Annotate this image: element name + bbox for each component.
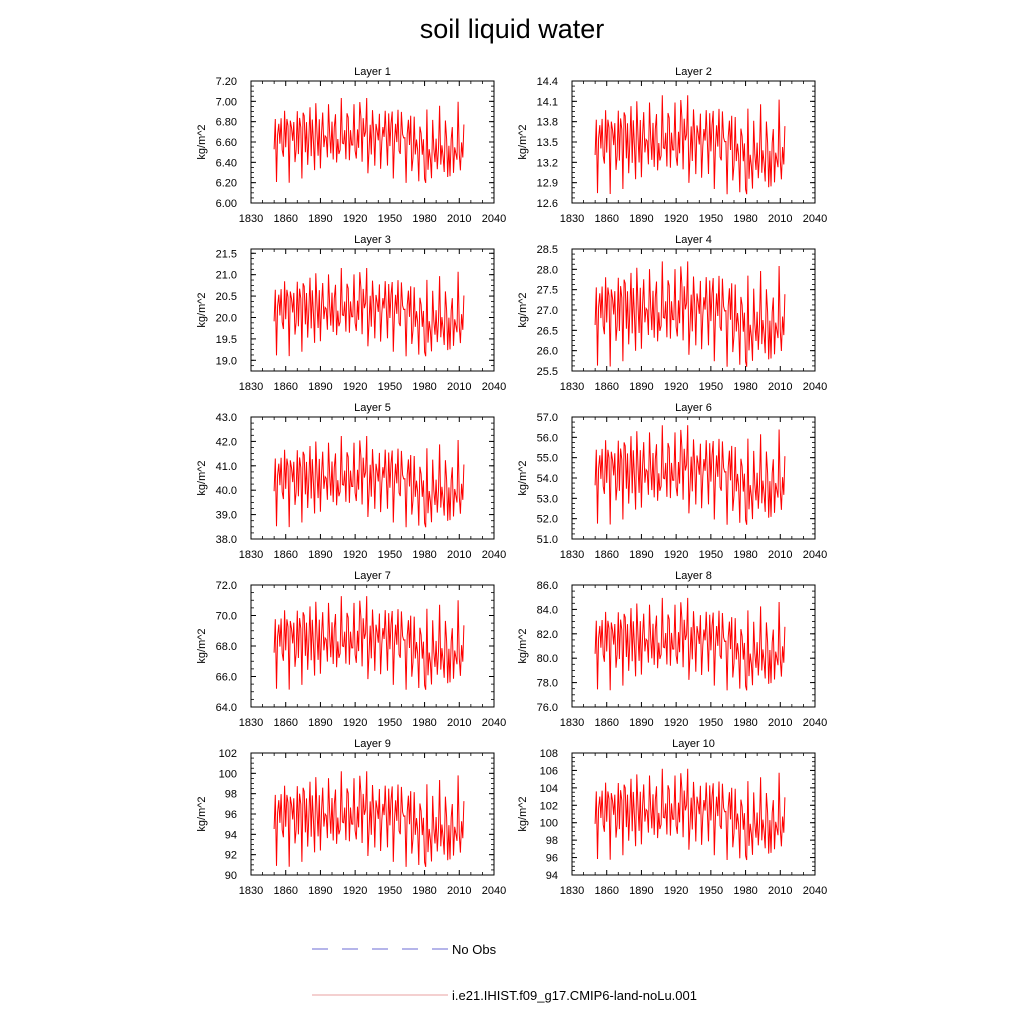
x-tick-label: 1980 (412, 213, 437, 225)
series-line (274, 268, 464, 356)
x-tick-label: 1830 (559, 885, 585, 897)
x-tick-label: 1920 (663, 213, 689, 225)
panel-7 (196, 570, 506, 729)
y-tick-label: 90 (224, 870, 237, 882)
y-axis-label: kg/m^2 (196, 628, 208, 664)
x-tick-label: 1920 (342, 885, 368, 897)
x-tick-label: 1860 (273, 381, 298, 393)
x-tick-label: 2040 (481, 549, 507, 561)
y-tick-label: 51.0 (536, 534, 558, 546)
y-tick-label: 76.0 (536, 702, 558, 714)
x-tick-label: 2040 (802, 549, 828, 561)
x-tick-label: 1860 (594, 381, 619, 393)
x-tick-label: 1830 (238, 885, 264, 897)
y-tick-label: 28.5 (536, 244, 558, 256)
x-tick-label: 2040 (802, 381, 828, 393)
x-tick-label: 2040 (802, 213, 828, 225)
y-tick-label: 13.2 (536, 157, 558, 170)
x-tick-label: 1830 (559, 549, 585, 561)
x-tick-label: 2040 (481, 717, 507, 729)
x-tick-label: 1950 (698, 549, 724, 561)
y-tick-label: 72.0 (215, 580, 237, 592)
x-tick-label: 1920 (342, 213, 368, 225)
panel-title: Layer 8 (675, 570, 712, 582)
y-tick-label: 42.0 (215, 436, 237, 449)
legend-label-no-obs: No Obs (452, 942, 497, 957)
y-tick-label: 7.00 (215, 96, 237, 109)
panel-3 (196, 234, 506, 393)
y-axis-label: kg/m^2 (517, 796, 529, 832)
x-tick-label: 2040 (802, 885, 828, 897)
y-tick-label: 100 (218, 768, 237, 781)
y-tick-label: 96 (545, 852, 558, 865)
x-tick-label: 1860 (273, 213, 298, 225)
y-axis-label: kg/m^2 (517, 124, 529, 160)
x-tick-label: 2010 (447, 213, 472, 225)
x-tick-label: 1890 (308, 549, 333, 561)
y-tick-label: 6.00 (215, 198, 237, 210)
x-tick-label: 1890 (629, 549, 654, 561)
y-tick-label: 13.8 (536, 116, 558, 129)
y-axis-label: kg/m^2 (196, 460, 208, 496)
x-tick-label: 2010 (447, 549, 472, 561)
y-tick-label: 102 (218, 748, 237, 760)
panel-6 (517, 402, 827, 561)
y-tick-label: 38.0 (215, 534, 237, 546)
x-tick-label: 1860 (594, 549, 619, 561)
y-tick-label: 6.60 (215, 137, 237, 149)
x-tick-label: 2010 (768, 381, 793, 393)
y-tick-label: 20.5 (215, 291, 237, 304)
x-tick-label: 1950 (377, 549, 403, 561)
y-tick-label: 100 (539, 817, 558, 830)
x-tick-label: 1860 (273, 885, 298, 897)
y-tick-label: 43.0 (215, 412, 237, 424)
y-tick-label: 6.20 (215, 177, 237, 190)
x-tick-label: 2010 (447, 381, 472, 393)
x-tick-label: 1950 (377, 885, 403, 897)
x-tick-label: 1920 (342, 717, 368, 729)
y-tick-label: 55.0 (536, 452, 558, 465)
panel-title: Layer 1 (354, 66, 391, 78)
panel-2 (517, 66, 827, 225)
y-axis-label: kg/m^2 (517, 292, 529, 328)
x-tick-label: 1980 (733, 213, 758, 225)
y-axis-label: kg/m^2 (517, 460, 529, 496)
x-tick-label: 2010 (768, 885, 793, 897)
y-tick-label: 12.6 (536, 198, 558, 210)
y-tick-label: 26.5 (536, 325, 558, 338)
y-tick-label: 82.0 (536, 628, 558, 641)
x-tick-label: 1860 (594, 717, 619, 729)
panel-title: Layer 9 (354, 738, 391, 750)
x-tick-label: 1860 (273, 549, 298, 561)
series-line (595, 261, 785, 366)
panel-1 (196, 66, 506, 225)
y-tick-label: 28.0 (536, 264, 558, 277)
x-tick-label: 1950 (698, 213, 724, 225)
y-tick-label: 56.0 (536, 432, 558, 445)
y-tick-label: 27.5 (536, 284, 558, 297)
x-tick-label: 1860 (273, 717, 298, 729)
x-tick-label: 1890 (308, 381, 333, 393)
y-tick-label: 68.0 (215, 641, 237, 653)
y-tick-label: 64.0 (215, 702, 237, 714)
x-tick-label: 2010 (768, 549, 793, 561)
y-tick-label: 86.0 (536, 580, 558, 592)
series-line (274, 596, 464, 690)
x-tick-label: 2040 (481, 885, 507, 897)
y-tick-label: 39.0 (215, 509, 237, 522)
y-axis-label: kg/m^2 (196, 796, 208, 832)
y-tick-label: 14.1 (536, 96, 558, 109)
series-line (595, 425, 785, 525)
x-tick-label: 1920 (663, 885, 689, 897)
panel-title: Layer 5 (354, 402, 391, 414)
series-line (274, 771, 464, 867)
x-tick-label: 1890 (629, 381, 654, 393)
panel-5 (196, 402, 506, 561)
y-axis-label: kg/m^2 (196, 124, 208, 160)
y-tick-label: 78.0 (536, 677, 558, 690)
x-tick-label: 2040 (481, 213, 507, 225)
x-tick-label: 1950 (698, 381, 724, 393)
y-tick-label: 40.0 (215, 485, 237, 498)
y-tick-label: 27.0 (536, 305, 558, 317)
series-line (274, 436, 464, 527)
y-tick-label: 21.5 (215, 248, 237, 261)
legend-label-model: i.e21.IHIST.f09_g17.CMIP6-land-noLu.001 (452, 988, 697, 1003)
y-tick-label: 41.0 (215, 460, 237, 473)
y-tick-label: 104 (539, 782, 558, 795)
x-tick-label: 1890 (308, 213, 333, 225)
y-tick-label: 70.0 (215, 610, 237, 623)
x-tick-label: 1980 (733, 549, 758, 561)
panel-title: Layer 2 (675, 66, 712, 78)
x-tick-label: 1950 (698, 885, 724, 897)
x-tick-label: 1890 (629, 717, 654, 729)
x-tick-label: 1980 (733, 381, 758, 393)
x-tick-label: 1830 (238, 381, 264, 393)
x-tick-label: 1920 (663, 381, 689, 393)
series-line (595, 769, 785, 860)
x-tick-label: 2040 (481, 381, 507, 393)
x-tick-label: 1830 (238, 549, 264, 561)
y-tick-label: 26.0 (536, 345, 558, 358)
x-tick-label: 1920 (342, 381, 368, 393)
chart-title: soil liquid water (419, 14, 605, 44)
series-line (595, 95, 785, 194)
y-axis-label: kg/m^2 (196, 292, 208, 328)
x-tick-label: 1980 (412, 885, 437, 897)
x-tick-label: 1860 (594, 213, 619, 225)
y-tick-label: 54.0 (536, 473, 558, 485)
y-tick-label: 94 (545, 870, 558, 882)
y-tick-label: 6.80 (215, 116, 237, 129)
y-tick-label: 84.0 (536, 604, 558, 617)
x-tick-label: 1830 (238, 717, 264, 729)
y-tick-label: 80.0 (536, 653, 558, 666)
x-tick-label: 1950 (377, 381, 403, 393)
x-tick-label: 1830 (559, 717, 585, 729)
panel-8 (517, 570, 827, 729)
x-tick-label: 2010 (447, 885, 472, 897)
y-tick-label: 25.5 (536, 366, 558, 378)
panel-9 (196, 738, 506, 897)
legend (312, 942, 697, 1003)
y-tick-label: 12.9 (536, 177, 558, 190)
y-tick-label: 21.0 (215, 269, 237, 282)
panel-title: Layer 3 (354, 234, 391, 246)
y-tick-label: 7.20 (215, 76, 237, 88)
y-tick-label: 102 (539, 800, 558, 813)
y-tick-label: 66.0 (215, 671, 237, 684)
x-tick-label: 1890 (629, 213, 654, 225)
x-tick-label: 1830 (559, 381, 585, 393)
panel-4 (517, 234, 827, 393)
x-tick-label: 1890 (308, 717, 333, 729)
x-tick-label: 2010 (447, 717, 472, 729)
x-tick-label: 1950 (377, 213, 403, 225)
panel-title: Layer 6 (675, 402, 712, 414)
y-axis-label: kg/m^2 (517, 628, 529, 664)
y-tick-label: 106 (539, 765, 558, 778)
x-tick-label: 1920 (663, 717, 689, 729)
x-tick-label: 1860 (594, 885, 619, 897)
x-tick-label: 1980 (733, 885, 758, 897)
x-tick-label: 1920 (342, 549, 368, 561)
y-tick-label: 94 (224, 829, 237, 842)
x-tick-label: 1980 (412, 381, 437, 393)
x-tick-label: 2040 (802, 717, 828, 729)
x-tick-label: 1980 (412, 549, 437, 561)
x-tick-label: 1830 (559, 213, 585, 225)
x-tick-label: 1920 (663, 549, 689, 561)
y-tick-label: 20.0 (215, 312, 237, 325)
series-line (595, 598, 785, 691)
x-tick-label: 1950 (698, 717, 724, 729)
panel-title: Layer 4 (675, 234, 712, 246)
panel-title: Layer 10 (672, 738, 715, 750)
y-tick-label: 96 (224, 809, 237, 821)
y-tick-label: 13.5 (536, 137, 558, 149)
y-tick-label: 57.0 (536, 412, 558, 424)
series-line (274, 98, 464, 183)
y-tick-label: 92 (224, 849, 237, 862)
y-tick-label: 53.0 (536, 493, 558, 506)
x-tick-label: 1890 (308, 885, 333, 897)
y-tick-label: 6.40 (215, 157, 237, 170)
y-tick-label: 52.0 (536, 513, 558, 526)
panel-10 (517, 738, 827, 897)
panel-title: Layer 7 (354, 570, 391, 582)
x-tick-label: 1830 (238, 213, 264, 225)
x-tick-label: 2010 (768, 717, 793, 729)
x-tick-label: 1980 (412, 717, 437, 729)
y-tick-label: 98 (224, 788, 237, 801)
y-tick-label: 19.5 (215, 333, 237, 346)
y-tick-label: 98 (545, 835, 558, 848)
y-tick-label: 14.4 (536, 76, 558, 88)
x-tick-label: 2010 (768, 213, 793, 225)
y-tick-label: 108 (539, 748, 558, 760)
x-tick-label: 1980 (733, 717, 758, 729)
x-tick-label: 1950 (377, 717, 403, 729)
x-tick-label: 1890 (629, 885, 654, 897)
y-tick-label: 19.0 (215, 355, 237, 368)
